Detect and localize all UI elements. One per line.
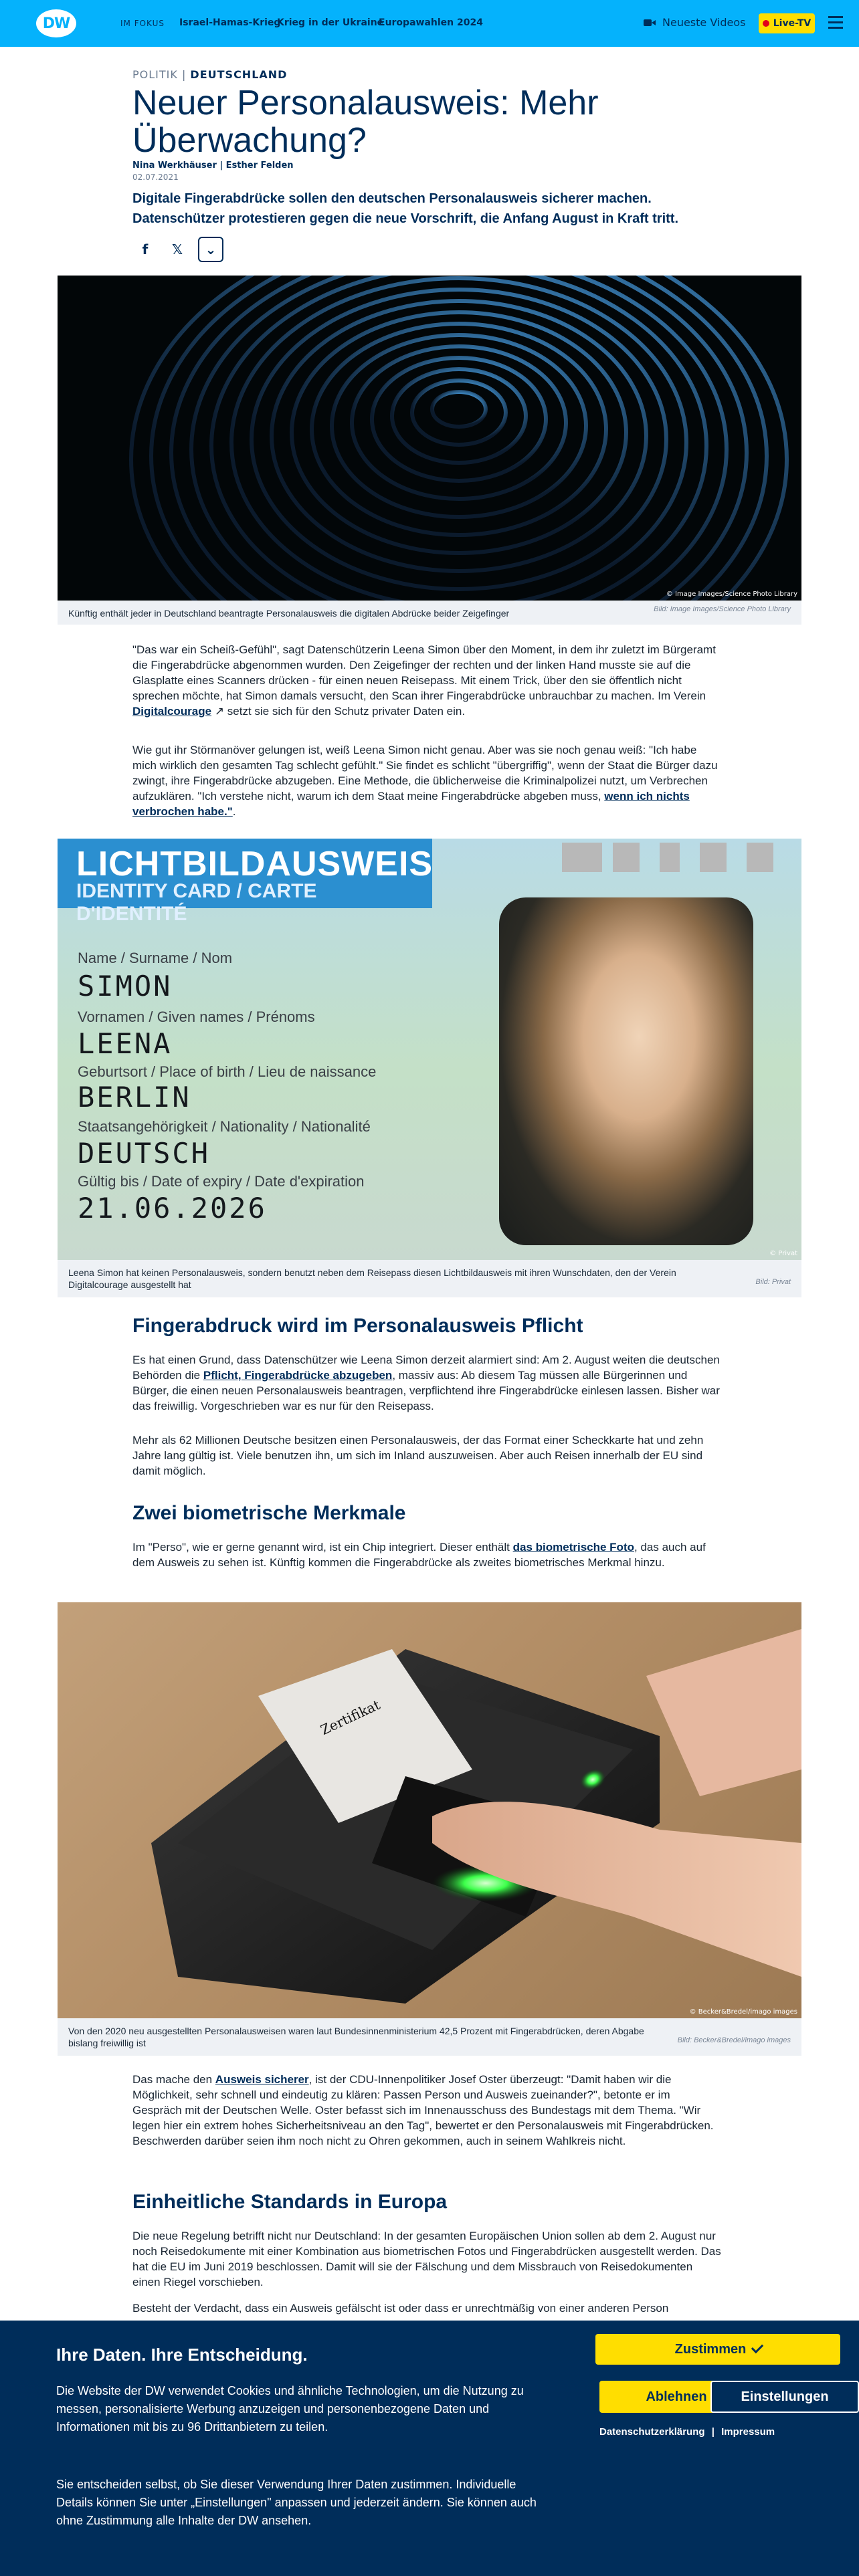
paragraph-text: , ist der CDU-Innenpolitiker Josef Oster überzeugt: "Damit haben wir die Möglichkeit, sehr schnell und eindeutig zu klären: Passen Person und Ausweis zueinander?", betonte er im Gespräch mit der Deutschen Welle. Oster befasst sich im Innenausschuss des Bundestags mit dem Thema. "Wir legen hier ein extrem hohes Sicherheitsniveau an den Tag", bewertet er den Personalausweis mit Fingerabdrücken. Beschwerden darüber seien ihm noch nicht zu Ohren gekommen, auch in seinem Wahlkreis nicht. (132, 2073, 714, 2147)
redaction-block (613, 843, 640, 872)
link-separator: | (711, 2426, 714, 2438)
privacy-link[interactable]: Datenschutzerklärung (599, 2426, 705, 2438)
paragraph: Besteht der Verdacht, dass ein Ausweis gefälscht ist oder dass er unrechtmäßig von einer anderen Person (132, 2302, 669, 2315)
figure-caption (58, 1260, 801, 1297)
imprint-link[interactable]: Impressum (721, 2426, 775, 2438)
article-title: Neuer Personalausweis: Mehr Überwachung? (132, 84, 599, 160)
cookie-consent-banner (0, 2321, 859, 2576)
caption-credit: Bild: Image Images/Science Photo Library (654, 605, 791, 613)
image-credit: © Becker&Bredel/imago images (689, 2008, 797, 2016)
paragraph-text: setzt sie sich für den Schutz privater Daten ein. (224, 705, 466, 718)
live-tv-label: Live-TV (773, 18, 812, 29)
external-link-icon: ↗ (214, 705, 225, 718)
focus-label: IM FOKUS (120, 19, 165, 28)
fingerprint-image[interactable] (58, 276, 801, 601)
id-label-surname: Name / Surname / Nom (78, 950, 233, 966)
id-label-nationality: Staatsangehörigkeit / Nationality / Nationalité (78, 1118, 371, 1135)
section-heading: Fingerabdruck wird im Personalausweis Pflicht (132, 1315, 583, 1337)
redaction-block (700, 843, 727, 872)
paragraph-text: Es hat einen Grund, dass Datenschützer wie Leena Simon derzeit alarmiert sind: Am 2. August weiten die deutschen Behörden die (132, 1354, 720, 1382)
latest-videos-label: Neueste Videos (662, 16, 746, 29)
id-card-title: LICHTBILDAUSWEIS (76, 845, 434, 883)
paragraph-text: Wie gut ihr Störmanöver gelungen ist, weiß Leena Simon nicht genau. Aber was sie noch genau weiß: "Ich habe mich wirklich den gesamten Tag schlecht gefühlt." Sie findet es schlicht "übergriffig", wenn der Staat die Bürger dazu zwingt, ihre Fingerabdrücke abzugeben. Eine Methode, die üblicherweise die Kriminalpolizei nutzt, um Verbrechen aufzuklären. "Ich verstehe nicht, warum ich dem Staat meine Fingerabdrücke abgeben muss, (132, 744, 718, 802)
paragraph (132, 1539, 721, 1570)
paragraph-text: "Das war ein Scheiß-Gefühl", sagt Datenschützerin Leena Simon über den Moment, in dem ihr zuletzt im Bürgeramt die Fingerabdrücke abgenommen wurden. Den Zeigefinger der rechten und der linken Hand musste sie auf die Glasplatte eines Scanners drücken - für einen neuen Reisepass. Mit einem Trick, über den sie öffentlich nicht sprechen möchte, hat Simon damals versucht, den Scan ihrer Fingerabdrücke unbrauchbar zu machen. Im Verein (132, 643, 716, 702)
settings-button[interactable]: Einstellungen (710, 2381, 859, 2413)
section-heading: Zwei biometrische Merkmale (132, 1502, 406, 1524)
id-card-portrait (499, 897, 753, 1245)
id-value-given-names: LEENA (78, 1027, 173, 1060)
paragraph (132, 642, 721, 719)
paragraph: Mehr als 62 Millionen Deutsche besitzen einen Personalausweis, der das Format einer Scheckkarte hat und zehn Jahre lang gültig ist. Viele benutzen ihn, um sich im Inland auszuweisen. Aber auch Reisen innerhalb der EU sind damit möglich. (132, 1434, 704, 1477)
id-card-image[interactable] (58, 839, 801, 1260)
caption-text: Künftig enthält jeder in Deutschland beantragte Personalausweis die digitalen Abdrücke beider Zeigefinger (68, 608, 510, 619)
paragraph-text: . (232, 805, 236, 818)
image-credit: © Image Images/Science Photo Library (666, 591, 797, 598)
latest-videos-link[interactable] (644, 16, 746, 29)
figure-fingerprint-scanner (58, 1602, 801, 2056)
id-card-banner (58, 839, 434, 925)
kicker: POLITIK | DEUTSCHLAND (132, 68, 288, 81)
caption-credit: Bild: Privat (755, 1278, 791, 1286)
digitalcourage-link[interactable]: Digitalcourage (132, 705, 212, 718)
fingerprint-scanner-image[interactable] (58, 1602, 801, 2018)
x-share-icon[interactable]: 𝕏 (171, 241, 183, 257)
redaction-block (747, 843, 773, 872)
id-label-given-names: Vornamen / Given names / Prénoms (78, 1008, 315, 1025)
id-value-expiry: 21.06.2026 (78, 1192, 267, 1224)
caption-text: Von den 2020 neu ausgestellten Personalausweisen waren laut Bundesinnenministerium 42,5 Prozent mit Fingerabdrücken, deren Abgabe bislang freiwillig ist (68, 2026, 644, 2048)
live-tv-button[interactable] (759, 13, 815, 33)
id-label-expiry: Gültig bis / Date of expiry / Date d'expiration (78, 1173, 365, 1190)
redaction-block (562, 843, 602, 872)
paragraph (132, 2072, 721, 2149)
biometric-photo-link[interactable]: das biometrische Foto (512, 1541, 634, 1553)
nav-link-ukraine[interactable]: Krieg in der Ukraine (277, 17, 384, 28)
facebook-share-icon[interactable]: f (142, 241, 149, 257)
dw-logo[interactable] (36, 9, 76, 37)
figure-caption (58, 2018, 801, 2056)
id-value-birthplace: BERLIN (78, 1081, 191, 1113)
live-dot-icon (763, 20, 769, 27)
check-icon (751, 2341, 763, 2353)
kicker-subsection[interactable]: DEUTSCHLAND (190, 68, 288, 81)
logo-mark: DW (36, 9, 76, 37)
kicker-section[interactable]: POLITIK (132, 68, 178, 81)
certificate-label: Zertifikat (318, 1697, 383, 1738)
article-authors[interactable]: Nina Werkhäuser | Esther Felden (132, 160, 294, 171)
paragraph-text: Im "Perso", wie er gerne genannt wird, ist ein Chip integriert. Dieser enthält (132, 1541, 513, 1553)
nav-link-israel-hamas[interactable]: Israel-Hamas-Krieg (179, 17, 281, 28)
accept-label: Zustimmen (674, 2341, 747, 2357)
id-safer-link[interactable]: Ausweis sicherer (215, 2073, 309, 2086)
paragraph (132, 1352, 721, 1414)
paragraph: Die neue Regelung betrifft nicht nur Deutschland: In der gesamten Europäischen Union sollen ab dem 2. August nur noch Reisedokumente mit einer Kombination aus biometrischen Fotos und Fingerabdrücken ausgestellt werden. Das hat die EU im Juni 2019 beschlossen. Damit will sie der Fälschung und dem Missbrauch von Reisedokumenten einen Riegel vorschieben. (132, 2230, 721, 2288)
quote-link[interactable]: wenn ich nichts verbrochen habe." (132, 790, 690, 818)
image-credit: © Privat (769, 1250, 797, 1257)
cookie-text: Sie entscheiden selbst, ob Sie dieser Verwendung Ihrer Daten zustimmen. Individuelle Details können Sie unter „Einstellungen" anpassen und jederzeit ändern. Sie können auch ohne Zustimmung alle Inhalte der DW ansehen. (56, 2478, 537, 2527)
paragraph (132, 742, 721, 819)
video-camera-icon (644, 19, 656, 27)
top-navigation-bar (0, 0, 859, 47)
section-heading: Einheitliche Standards in Europa (132, 2191, 448, 2213)
accept-button[interactable] (595, 2334, 840, 2365)
paragraph-text: , massiv aus: Ab diesem Tag müssen alle Bürgerinnen und Bürger, die einen neuen Personalausweis beantragen, verpflichtend ihre Fingerabdrücke einlesen lassen. Bisher war das freiwillig. Vorgeschrieben war es nur für den Reisepass. (132, 1369, 720, 1412)
caption-credit: Bild: Becker&Bredel/imago images (677, 2036, 791, 2044)
redaction-block (660, 843, 680, 872)
id-value-nationality: DEUTSCH (78, 1137, 211, 1170)
id-label-birthplace: Geburtsort / Place of birth / Lieu de naissance (78, 1063, 377, 1080)
paragraph-text: , das auch auf dem Ausweis zu sehen ist. Künftig kommen die Fingerabdrücke als zweites biometrisches Merkmal hinzu. (132, 1541, 706, 1569)
more-share-chevron-icon[interactable]: ⌄ (198, 237, 223, 262)
article-teaser: Digitale Fingerabdrücke sollen den deutschen Personalausweis sicherer machen. Datenschützer protestieren gegen die neue Vorschrift, die Anfang August in Kraft tritt. (132, 191, 679, 226)
id-value-surname: SIMON (78, 970, 173, 1002)
id-card-subtitle: IDENTITY CARD / CARTE D'IDENTITÉ (76, 880, 317, 925)
cookie-text: Die Website der DW verwendet Cookies und ähnliche Technologien, um die Nutzung zu messen, personalisierte Werbung anzuzeigen und personenbezogene Daten und Informationen mit bis zu 96 Drittanbietern zu teilen. (56, 2384, 524, 2434)
figure-fingerprint (58, 276, 801, 625)
reject-button[interactable]: Ablehnen (599, 2381, 753, 2413)
caption-text: Leena Simon hat keinen Personalausweis, sondern benutzt neben dem Reisepass diesen Lichtbildausweis mit ihren Wunschdaten, den der Verein Digitalcourage ausgestellt hat (68, 1267, 676, 1290)
paragraph-text: Das mache den (132, 2073, 215, 2086)
figure-id-card (58, 839, 801, 1297)
menu-icon[interactable] (828, 16, 843, 29)
figure-caption (58, 601, 801, 625)
fingerprint-duty-link[interactable]: Pflicht, Fingerabdrücke abzugeben (203, 1369, 393, 1382)
cookie-title: Ihre Daten. Ihre Entscheidung. (56, 2345, 308, 2365)
article-date: 02.07.2021 (132, 173, 179, 182)
cookie-links (599, 2426, 775, 2438)
nav-link-europawahlen[interactable]: Europawahlen 2024 (379, 17, 483, 28)
